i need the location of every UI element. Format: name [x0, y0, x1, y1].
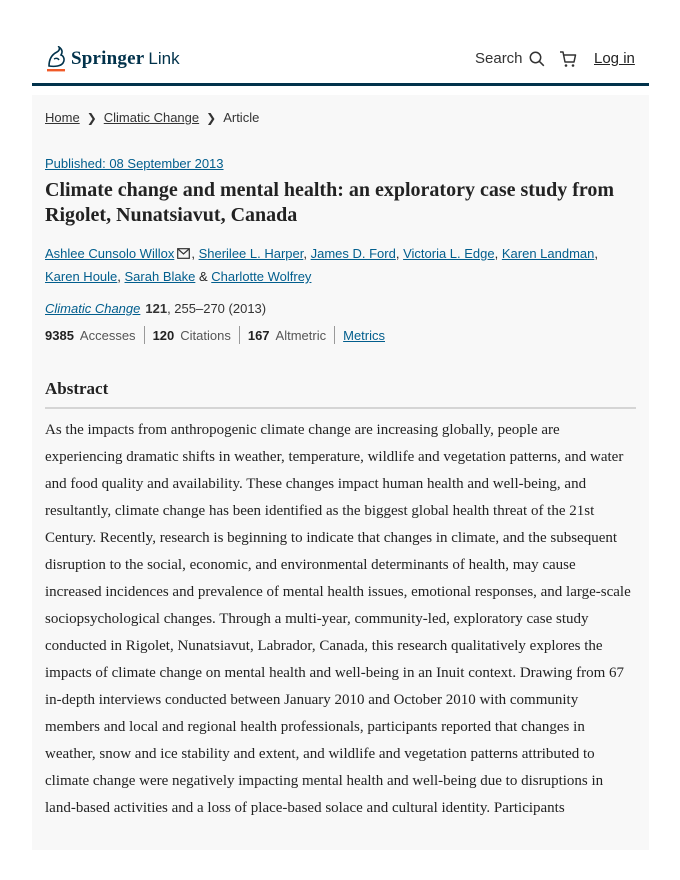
journal-link[interactable]: Climatic Change — [45, 301, 141, 316]
search-icon — [529, 51, 545, 67]
citations-count: 120 — [152, 327, 175, 343]
mail-icon[interactable] — [177, 248, 190, 259]
article-title: Climate change and mental health: an exploratory case study from Rigolet, Nunatsiavut, Canada — [45, 179, 615, 226]
altmetric-label: Altmetric — [275, 327, 327, 343]
accesses-count: 9385 — [45, 327, 74, 343]
search-button[interactable] — [475, 50, 545, 67]
author-separator: , — [303, 246, 311, 261]
cart-button[interactable] — [559, 50, 577, 73]
author-link[interactable]: Karen Houle — [45, 269, 118, 284]
author-list — [45, 242, 635, 288]
author-link[interactable]: Ashlee Cunsolo Willox — [45, 246, 175, 261]
author-link[interactable]: Victoria L. Edge — [403, 246, 495, 261]
journal-pages-year: , 255–270 (2013) — [167, 301, 267, 316]
author-link[interactable]: Karen Landman — [501, 246, 595, 261]
breadcrumb-journal[interactable]: Climatic Change — [103, 110, 200, 125]
author-separator: , — [191, 246, 199, 261]
author-link[interactable]: Sarah Blake — [124, 269, 196, 284]
author-link[interactable]: Sherilee L. Harper — [198, 246, 304, 261]
article-page — [32, 95, 649, 850]
journal-volume: 121 — [145, 301, 168, 316]
author-link[interactable]: James D. Ford — [310, 246, 396, 261]
published-date-link[interactable]: Published: 08 September 2013 — [45, 156, 224, 171]
accesses-label: Accesses — [79, 327, 136, 343]
breadcrumb — [45, 110, 259, 125]
metrics-divider — [334, 326, 335, 344]
author-separator: , — [395, 246, 404, 261]
altmetric-count: 167 — [247, 327, 270, 343]
chevron-right-icon: ❯ — [206, 110, 217, 125]
metrics-link[interactable]: Metrics — [343, 327, 385, 343]
logo-brand-text: Springer — [71, 48, 145, 69]
metrics-divider — [239, 326, 240, 344]
site-header — [32, 42, 649, 86]
abstract-text: As the impacts from anthropogenic climate change are increasing globally, people are experiencing dramatic shifts in weather, temperature, wildlife and vegetation patterns, and water and food quality and availability. These changes impact human health and well-being, and resultantly, climate change has been identified as the biggest global health threat of the 21st Century. Recently, research is beginning to indicate that changes in climate, and the subsequent disruption to the social, economic, and environmental determinants of health, may cause increased incidences and prevalence of mental health issues, emotional responses, and large-scale sociopsychological changes. Through a multi-year, community-led, exploratory case study conducted in Rigolet, Nunatsiavut, Labrador, Canada, this research qualitatively explores the impacts of climate change on mental health and well-being in an Inuit context. Drawing from 67 in-depth interviews conducted between January 2010 and October 2010 with community members and local and regional health professionals, participants reported that changes in weather, snow and ice stability and extent, and wildlife and vegetation patterns attributed to climate change were negatively impacting mental health and well-being due to disruptions in land-based activities and a loss of place-based solace and cultural identity. Participants — [45, 422, 631, 816]
logo-link-text: Link — [148, 49, 180, 68]
author-separator: & — [195, 269, 212, 284]
metrics-divider — [144, 326, 145, 344]
journal-citation — [45, 301, 266, 316]
search-label: Search — [475, 50, 523, 67]
citations-label: Citations — [180, 327, 231, 343]
author-separator: , — [494, 246, 502, 261]
breadcrumb-current: Article — [223, 110, 260, 125]
breadcrumb-home[interactable]: Home — [45, 110, 80, 125]
springer-horse-icon — [45, 46, 67, 72]
author-separator: , — [594, 246, 598, 261]
chevron-right-icon: ❯ — [86, 110, 97, 125]
author-link[interactable]: Charlotte Wolfrey — [211, 269, 312, 284]
article-metrics — [45, 326, 385, 344]
abstract-heading: Abstract — [45, 379, 636, 409]
login-link[interactable]: Log in — [594, 50, 635, 67]
cart-icon — [559, 50, 577, 68]
author-separator: , — [117, 269, 125, 284]
springer-link-logo[interactable] — [45, 46, 180, 72]
